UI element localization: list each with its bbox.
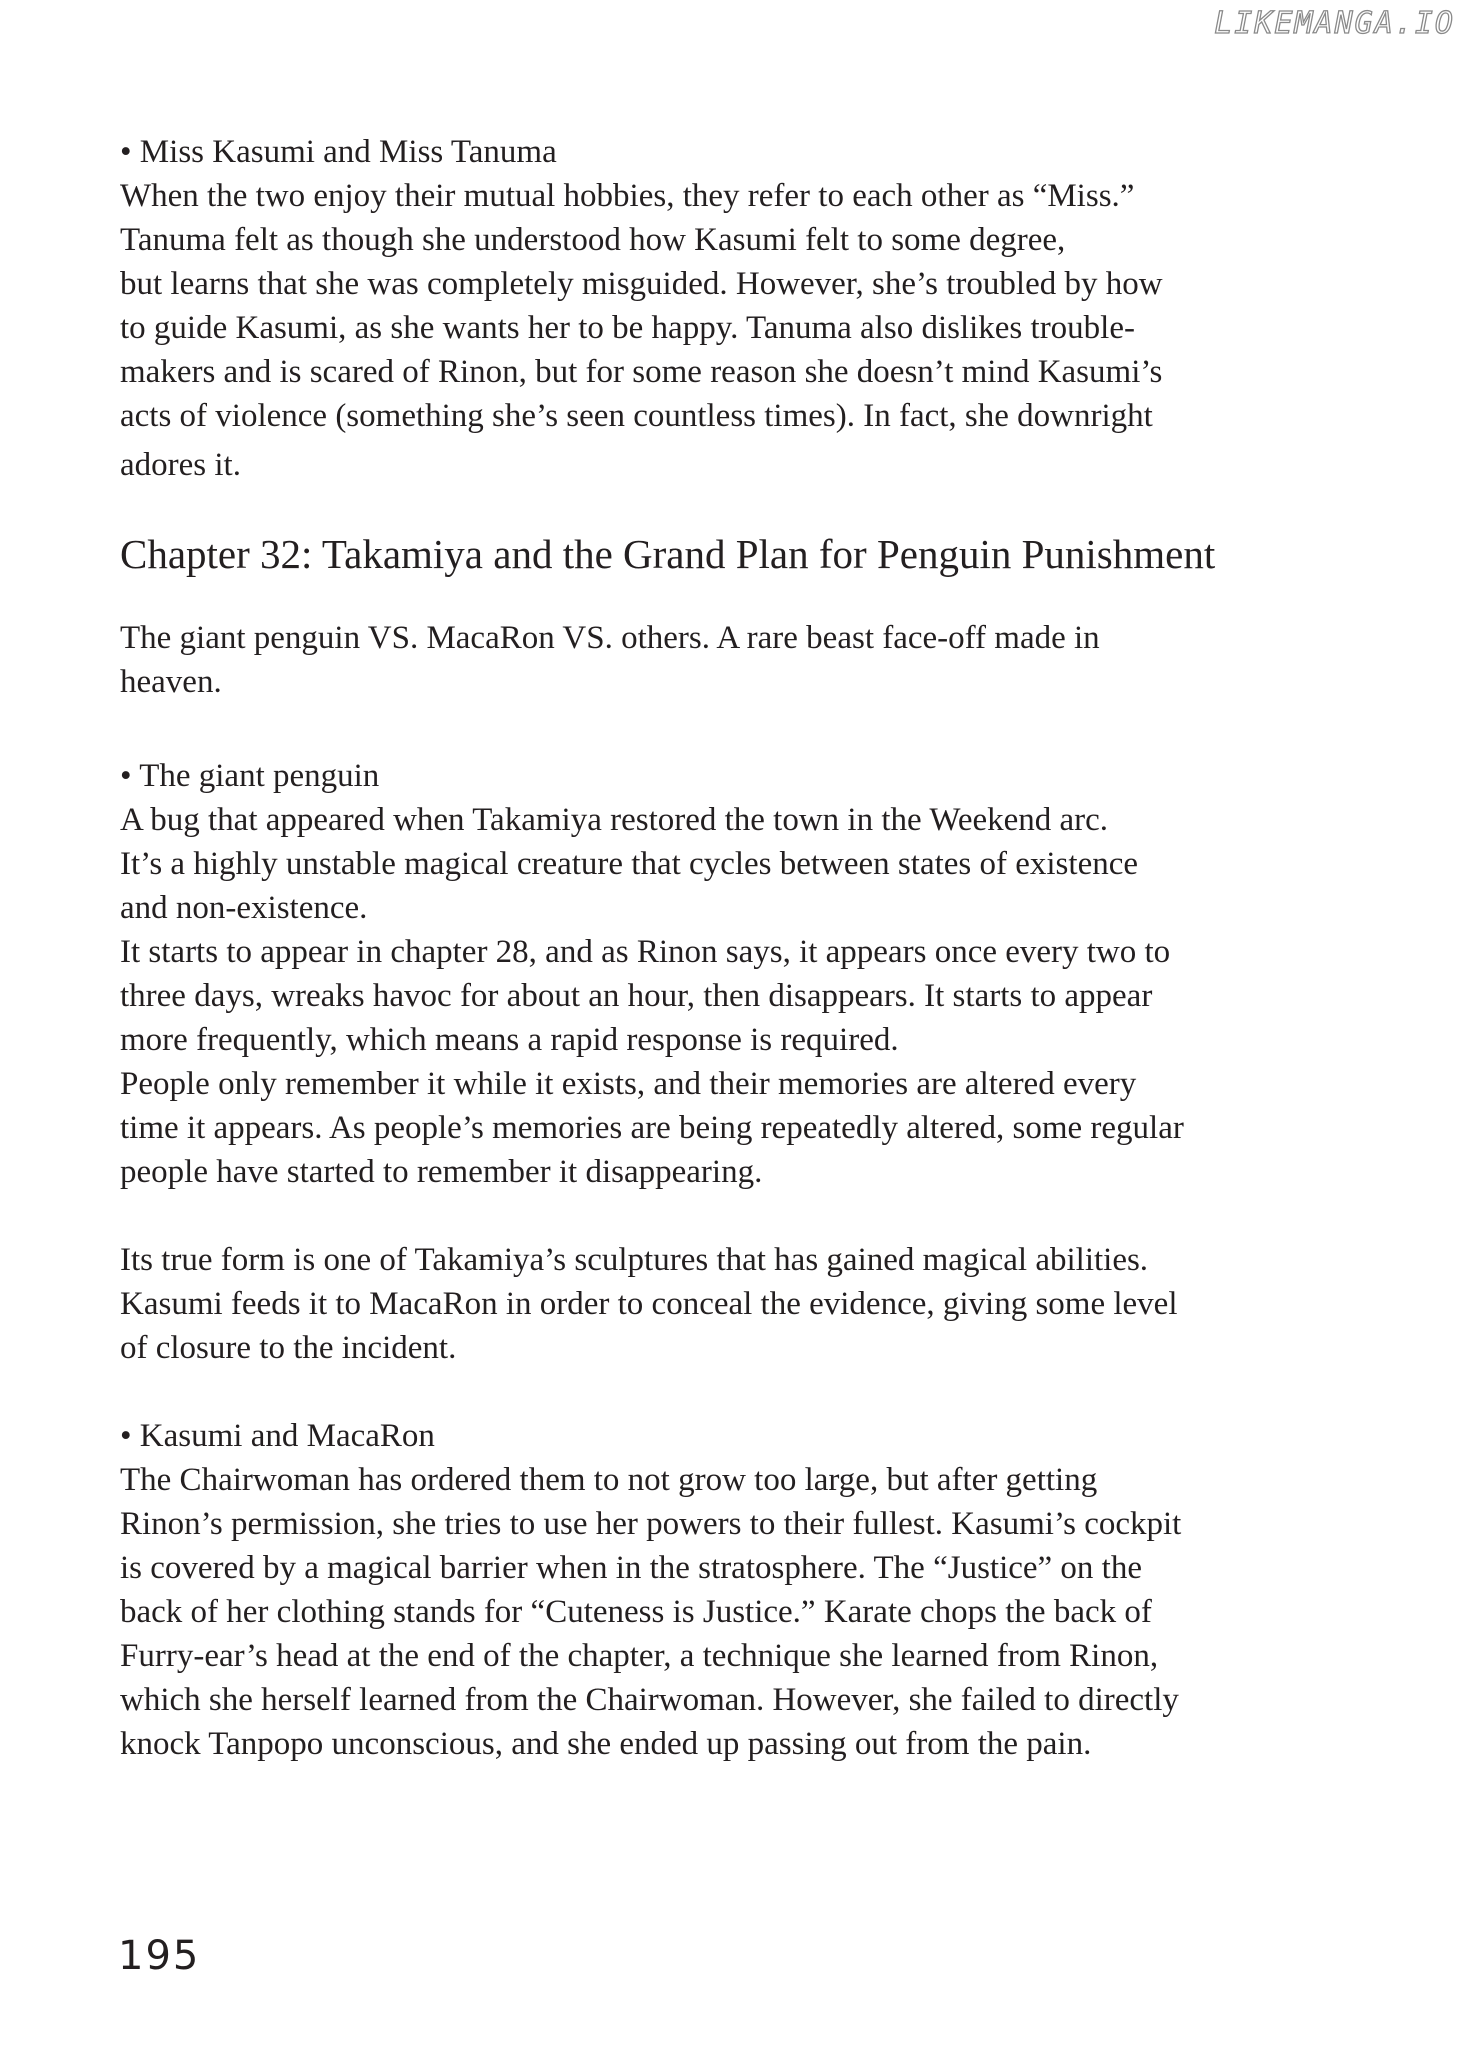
text-line: time it appears. As people’s memories are being repeatedly altered, some regular: [120, 1110, 1184, 1146]
text-line: but learns that she was completely misguided. However, she’s troubled by how: [120, 266, 1163, 302]
text-line: adores it.: [120, 447, 241, 483]
text-line: People only remember it while it exists, and their memories are altered every: [120, 1066, 1137, 1102]
section-tanuma: [120, 130, 1360, 492]
text-line: Furry-ear’s head at the end of the chapter, a technique she learned from Rinon,: [120, 1638, 1159, 1674]
text-line: It starts to appear in chapter 28, and as Rinon says, it appears once every two to: [120, 934, 1171, 970]
text-line: three days, wreaks havoc for about an hour, then disappears. It starts to appear: [120, 978, 1153, 1014]
page-number: 195: [118, 1933, 201, 1979]
section-heading: • Miss Kasumi and Miss Tanuma: [120, 134, 557, 170]
text-line: acts of violence (something she’s seen countless times). In fact, she downright: [120, 398, 1153, 434]
page-body: [120, 130, 1360, 1766]
text-line: and non-existence.: [120, 890, 368, 926]
text-line: is covered by a magical barrier when in the stratosphere. The “Justice” on the: [120, 1550, 1143, 1586]
text-line: A bug that appeared when Takamiya restored the town in the Weekend arc.: [120, 802, 1109, 838]
text-line: makers and is scared of Rinon, but for some reason she doesn’t mind Kasumi’s: [120, 354, 1163, 390]
text-line: Rinon’s permission, she tries to use her powers to their fullest. Kasumi’s cockpit: [120, 1506, 1182, 1542]
site-watermark: LIKEMANGA.IO: [1214, 6, 1455, 41]
section-heading: • The giant penguin: [120, 758, 380, 794]
section-macaron: [120, 1414, 1360, 1766]
section-heading: • Kasumi and MacaRon: [120, 1418, 435, 1454]
text-line: The giant penguin VS. MacaRon VS. others. A rare beast face-off made in: [120, 620, 1100, 656]
text-line: heaven.: [120, 664, 222, 700]
text-line: people have started to remember it disappearing.: [120, 1154, 763, 1190]
text-line: knock Tanpopo unconscious, and she ended up passing out from the pain.: [120, 1726, 1092, 1762]
chapter-summary: [120, 616, 1360, 704]
section-penguin: [120, 754, 1360, 1370]
text-line: of closure to the incident.: [120, 1330, 457, 1366]
text-line: Tanuma felt as though she understood how Kasumi felt to some degree,: [120, 222, 1066, 258]
text-line: The Chairwoman has ordered them to not grow too large, but after getting: [120, 1462, 1098, 1498]
text-line: It’s a highly unstable magical creature that cycles between states of existence: [120, 846, 1139, 882]
text-line: to guide Kasumi, as she wants her to be happy. Tanuma also dislikes trouble-: [120, 310, 1135, 346]
text-line: When the two enjoy their mutual hobbies, they refer to each other as “Miss.”: [120, 178, 1135, 214]
text-line: which she herself learned from the Chairwoman. However, she failed to directly: [120, 1682, 1179, 1718]
text-line: Its true form is one of Takamiya’s sculptures that has gained magical abilities.: [120, 1242, 1149, 1278]
text-line: Kasumi feeds it to MacaRon in order to conceal the evidence, giving some level: [120, 1286, 1178, 1322]
chapter-title: Chapter 32: Takamiya and the Grand Plan for Penguin Punishment: [120, 531, 1216, 577]
text-line: back of her clothing stands for “Cuteness is Justice.” Karate chops the back of: [120, 1594, 1152, 1630]
text-line: more frequently, which means a rapid response is required.: [120, 1022, 899, 1058]
